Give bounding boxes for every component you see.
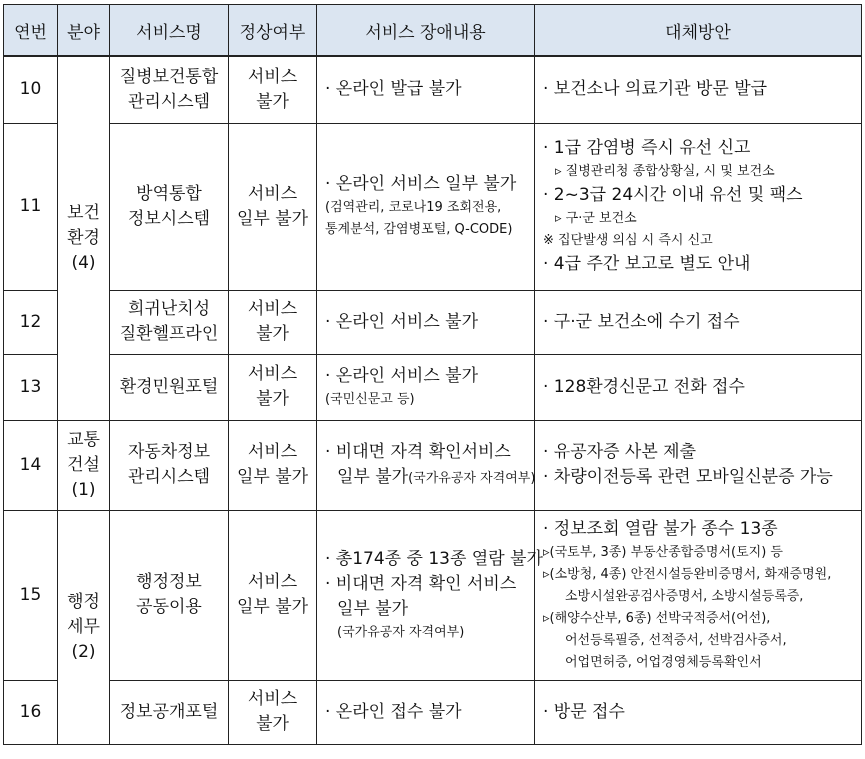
field-cell: 행정 세무 (2) [58, 510, 110, 744]
row-number: 16 [4, 680, 58, 744]
service-status: 서비스 불가 [229, 290, 317, 354]
service-status: 서비스 일부 불가 [229, 420, 317, 510]
service-status: 서비스 일부 불가 [229, 510, 317, 680]
table-row [4, 354, 862, 420]
table-row [4, 290, 862, 354]
alternative-measure: · 구·군 보건소에 수기 접수 [535, 290, 862, 354]
row-number: 10 [4, 56, 58, 123]
header-service: 서비스명 [110, 5, 229, 57]
service-status: 서비스 불가 [229, 680, 317, 744]
service-name: 희귀난치성 질환헬프라인 [110, 290, 229, 354]
row-number: 12 [4, 290, 58, 354]
table-header-row [4, 5, 862, 57]
service-name: 질병보건통합 관리시스템 [110, 56, 229, 123]
field-cell: 교통 건설 (1) [58, 420, 110, 510]
alternative-measure: · 보건소나 의료기관 방문 발급 [535, 56, 862, 123]
alternative-measure: · 128환경신문고 전화 접수 [535, 354, 862, 420]
service-name: 행정정보 공동이용 [110, 510, 229, 680]
issue-description: · 온라인 서비스 일부 불가 (검역관리, 코로나19 조회전용, 통계분석, 감염병포털, Q-CODE) [317, 123, 535, 290]
row-number: 13 [4, 354, 58, 420]
alternative-measure: · 정보조회 열람 불가 종수 13종 ▹(국토부, 3종) 부동산종합증명서(토지) 등 ▹(소방청, 4종) 안전시설등완비증명서, 화재증명원, 소방시설완공검사증명서, 소방시설등록증, ▹(해양수산부, 6종) 선박국적증서(어선), 어선등록필증, 선적증서, 선박검사증서, 어업면허증, 어업경영체등록확인서 [535, 510, 862, 680]
alternative-measure: · 방문 접수 [535, 680, 862, 744]
field-cell: 보건 환경 (4) [58, 56, 110, 420]
alternative-measure: · 1급 감염병 즉시 유선 신고 ▹ 질병관리청 종합상황실, 시 및 보건소 · 2~3급 24시간 이내 유선 및 팩스 ▹ 구·군 보건소 ※ 집단발생 의심 시 즉시 신고 · 4급 주간 보고로 별도 안내 [535, 123, 862, 290]
table-row [4, 680, 862, 744]
header-field: 분야 [58, 5, 110, 57]
service-name: 정보공개포털 [110, 680, 229, 744]
table-row [4, 123, 862, 290]
issue-description: · 온라인 발급 불가 [317, 56, 535, 123]
row-number: 14 [4, 420, 58, 510]
outage-table [3, 4, 862, 745]
issue-description: · 비대면 자격 확인서비스 일부 불가(국가유공자 자격여부) [317, 420, 535, 510]
table-row [4, 510, 862, 680]
issue-suffix: (국가유공자 자격여부) [408, 471, 536, 486]
header-no: 연번 [4, 5, 58, 57]
alternative-measure: · 유공자증 사본 제출 · 차량이전등록 관련 모바일신분증 가능 [535, 420, 862, 510]
issue-description: · 온라인 서비스 불가 (국민신문고 등) [317, 354, 535, 420]
service-status: 서비스 일부 불가 [229, 123, 317, 290]
table-row [4, 56, 862, 123]
header-status: 정상여부 [229, 5, 317, 57]
service-name: 자동차정보 관리시스템 [110, 420, 229, 510]
row-number: 11 [4, 123, 58, 290]
table-row [4, 420, 862, 510]
issue-description: · 온라인 접수 불가 [317, 680, 535, 744]
service-name: 방역통합 정보시스템 [110, 123, 229, 290]
service-name: 환경민원포털 [110, 354, 229, 420]
row-number: 15 [4, 510, 58, 680]
header-alt: 대체방안 [535, 5, 862, 57]
issue-description: · 총174종 중 13종 열람 불가 · 비대면 자격 확인 서비스 일부 불가 (국가유공자 자격여부) [317, 510, 535, 680]
service-status: 서비스 불가 [229, 56, 317, 123]
header-issue: 서비스 장애내용 [317, 5, 535, 57]
issue-description: · 온라인 서비스 불가 [317, 290, 535, 354]
service-status: 서비스 불가 [229, 354, 317, 420]
